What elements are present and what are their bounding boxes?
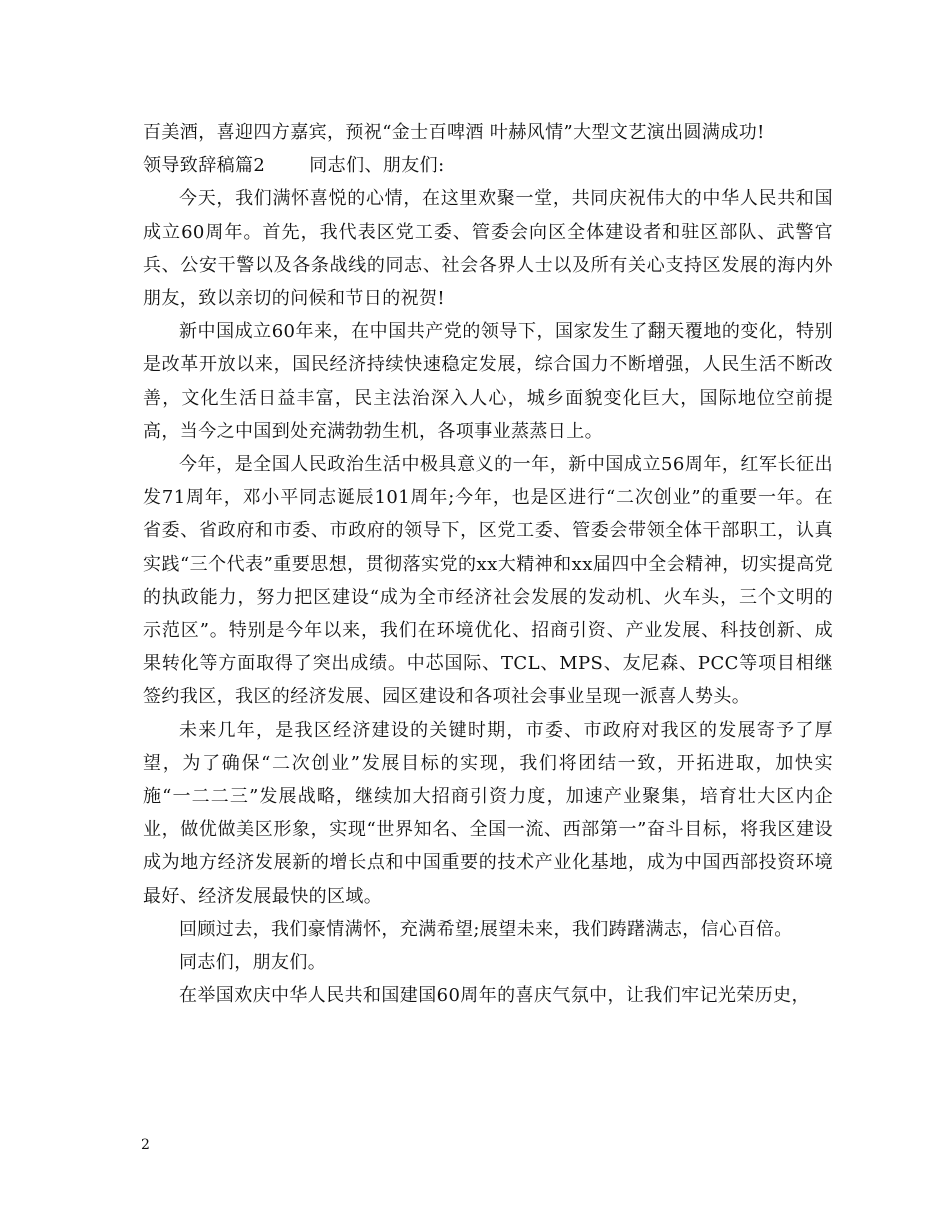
paragraph-2: 新中国成立60年来，在中国共产党的领导下，国家发生了翻天覆地的变化，特别是改革开放以来，国民经济持续快速稳定发展，综合国力不断增强，人民生活不断改善，文化生活日益丰富，民主法治深入人心，城乡面貌变化巨大，国际地位空前提高，当今之中国到处充满勃勃生机，各项事业蒸蒸日上。 bbox=[143, 321, 833, 442]
paragraph-7: 在举国欢庆中华人民共和国建国60周年的喜庆气氛中，让我们牢记光荣历史， bbox=[179, 985, 810, 1007]
paragraph-5: 回顾过去，我们豪情满怀，充满希望;展望未来，我们踌躇满志，信心百倍。 bbox=[179, 918, 793, 940]
paragraph-4: 未来几年，是我区经济建设的关键时期，市委、市政府对我区的发展寄予了厚望，为了确保“二次创业”发展目标的实现，我们将团结一致，开拓进取，加快实施“一二二三”发展战略，继续加大招商引资力度，加速产业聚集，培育壮大区内企业，做优做美区形象，实现“世界知名、全国一流、西部第一”奋斗目标，将我区建设成为地方经济发展新的增长点和中国重要的技术产业化基地，成为中国西部投资环境最好、经济发展最快的区域。 bbox=[143, 719, 833, 907]
paragraph-1: 今天，我们满怀喜悦的心情，在这里欢聚一堂，共同庆祝伟大的中华人民共和国成立60周年。首先，我代表区党工委、管委会向区全体建设者和驻区部队、武警官兵、公安干警以及各条战线的同志、社会各界人士以及所有关心支持区发展的海内外朋友，致以亲切的问候和节日的祝贺! bbox=[143, 188, 833, 310]
section-heading-line bbox=[143, 149, 833, 182]
greeting: 同志们、朋友们: bbox=[309, 155, 445, 177]
paragraph-6: 同志们，朋友们。 bbox=[179, 952, 327, 974]
section-title: 领导致辞稿篇2 bbox=[143, 155, 266, 177]
document-body bbox=[143, 116, 833, 1012]
paragraph-3: 今年，是全国人民政治生活中极具意义的一年，新中国成立56周年，红军长征出发71周年，邓小平同志诞辰101周年;今年，也是区进行“二次创业”的重要一年。在省委、省政府和市委、市政府的领导下，区党工委、管委会带领全体干部职工，认真实践“三个代表”重要思想，贯彻落实党的xx大精神和xx届四中全会精神，切实提高党的执政能力，努力把区建设“成为全市经济社会发展的发动机、火车头，三个文明的示范区”。特别是今年以来，我们在环境优化、招商引资、产业发展、科技创新、成果转化等方面取得了突出成绩。中芯国际、TCL、MPS、友尼森、PCC等项目相继签约我区，我区的经济发展、园区建设和各项社会事业呈现一派喜人势头。 bbox=[143, 454, 833, 708]
page-number: 2 bbox=[141, 1137, 150, 1153]
lead-line: 百美酒，喜迎四方嘉宾，预祝“金士百啤酒 叶赫风情”大型文艺演出圆满成功! bbox=[143, 122, 765, 143]
